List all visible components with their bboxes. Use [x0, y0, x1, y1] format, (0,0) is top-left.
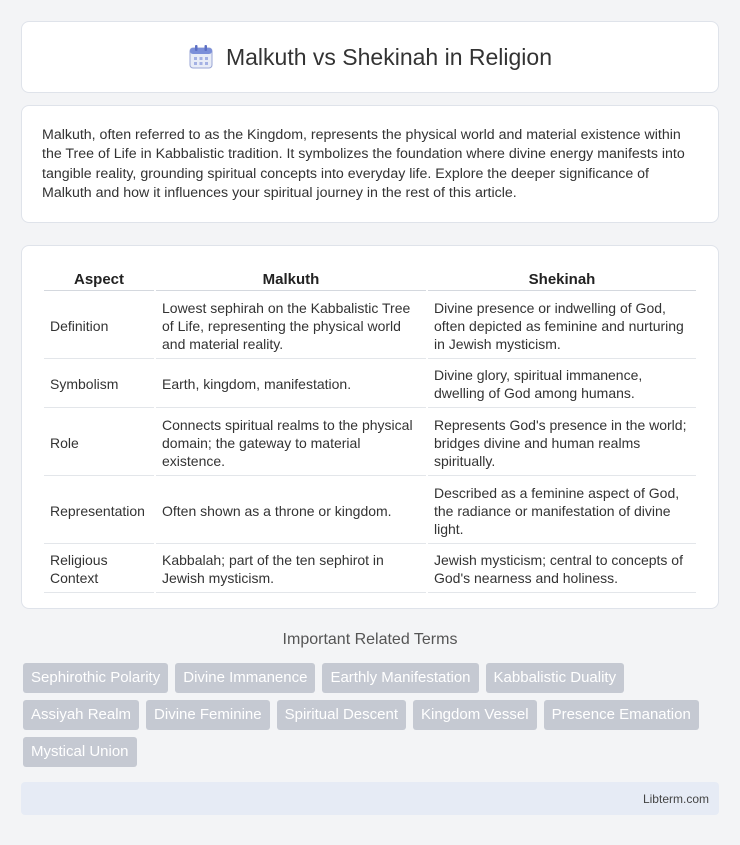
- table-cell: Role: [44, 410, 154, 476]
- tag-sephirothic-polarity[interactable]: Sephirothic Polarity: [23, 663, 168, 693]
- table-cell: Kabbalah; part of the ten sephirot in Jewish mysticism.: [156, 546, 426, 593]
- column-header-malkuth: Malkuth: [156, 268, 426, 291]
- table-header-row: [44, 268, 696, 291]
- tag-spiritual-descent[interactable]: Spiritual Descent: [277, 700, 406, 730]
- table-cell: Described as a feminine aspect of God, the radiance or manifestation of divine light.: [428, 478, 696, 544]
- table-cell: Symbolism: [44, 361, 154, 408]
- intro-card: [21, 105, 719, 223]
- column-header-shekinah: Shekinah: [428, 268, 696, 291]
- comparison-table-card: [21, 245, 719, 609]
- tag-divine-immanence[interactable]: Divine Immanence: [175, 663, 315, 693]
- table-cell: Represents God's presence in the world; bridges divine and human realms spiritually.: [428, 410, 696, 476]
- tag-presence-emanation[interactable]: Presence Emanation: [544, 700, 699, 730]
- table-row: [44, 546, 696, 593]
- table-cell: Lowest sephirah on the Kabbalistic Tree of Life, representing the physical world and material reality.: [156, 293, 426, 359]
- tag-kabbalistic-duality[interactable]: Kabbalistic Duality: [486, 663, 625, 693]
- related-terms-heading: Important Related Terms: [282, 631, 458, 648]
- table-row: [44, 361, 696, 408]
- column-header-aspect: Aspect: [44, 268, 154, 291]
- footer-site-link[interactable]: Libterm.com: [642, 792, 709, 806]
- table-cell: Definition: [44, 293, 154, 359]
- table-row: [44, 293, 696, 359]
- comparison-table: [42, 266, 698, 595]
- table-cell: Jewish mysticism; central to concepts of God's nearness and holiness.: [428, 546, 696, 593]
- table-row: [44, 410, 696, 476]
- table-cell: Representation: [44, 478, 154, 544]
- table-cell: Divine glory, spiritual immanence, dwelling of God among humans.: [428, 361, 696, 408]
- title-card: [21, 21, 719, 93]
- table-cell: Religious Context: [44, 546, 154, 593]
- table-cell: Earth, kingdom, manifestation.: [156, 361, 426, 408]
- tag-mystical-union[interactable]: Mystical Union: [23, 737, 137, 767]
- table-row: [44, 478, 696, 544]
- tag-assiyah-realm[interactable]: Assiyah Realm: [23, 700, 139, 730]
- calendar-icon: [188, 44, 214, 70]
- tag-kingdom-vessel[interactable]: Kingdom Vessel: [413, 700, 537, 730]
- intro-text: Malkuth, often referred to as the Kingdom, represents the physical world and material existence within the Tree of Life in Kabbalistic tradition. It symbolizes the foundation where divine energy manifests into tangible reality, grounding spiritual concepts into everyday life. Explore the deeper significance of Malkuth and how it influences your spiritual journey in the rest of this article.: [42, 127, 685, 202]
- table-cell: Divine presence or indwelling of God, often depicted as feminine and nurturing in Jewish mysticism.: [428, 293, 696, 359]
- related-terms-tags: [23, 663, 723, 774]
- tag-earthly-manifestation[interactable]: Earthly Manifestation: [322, 663, 478, 693]
- table-cell: Often shown as a throne or kingdom.: [156, 478, 426, 544]
- table-cell: Connects spiritual realms to the physical domain; the gateway to material existence.: [156, 410, 426, 476]
- page-title: Malkuth vs Shekinah in Religion: [225, 43, 552, 70]
- tag-divine-feminine[interactable]: Divine Feminine: [146, 700, 270, 730]
- footer: [21, 782, 719, 815]
